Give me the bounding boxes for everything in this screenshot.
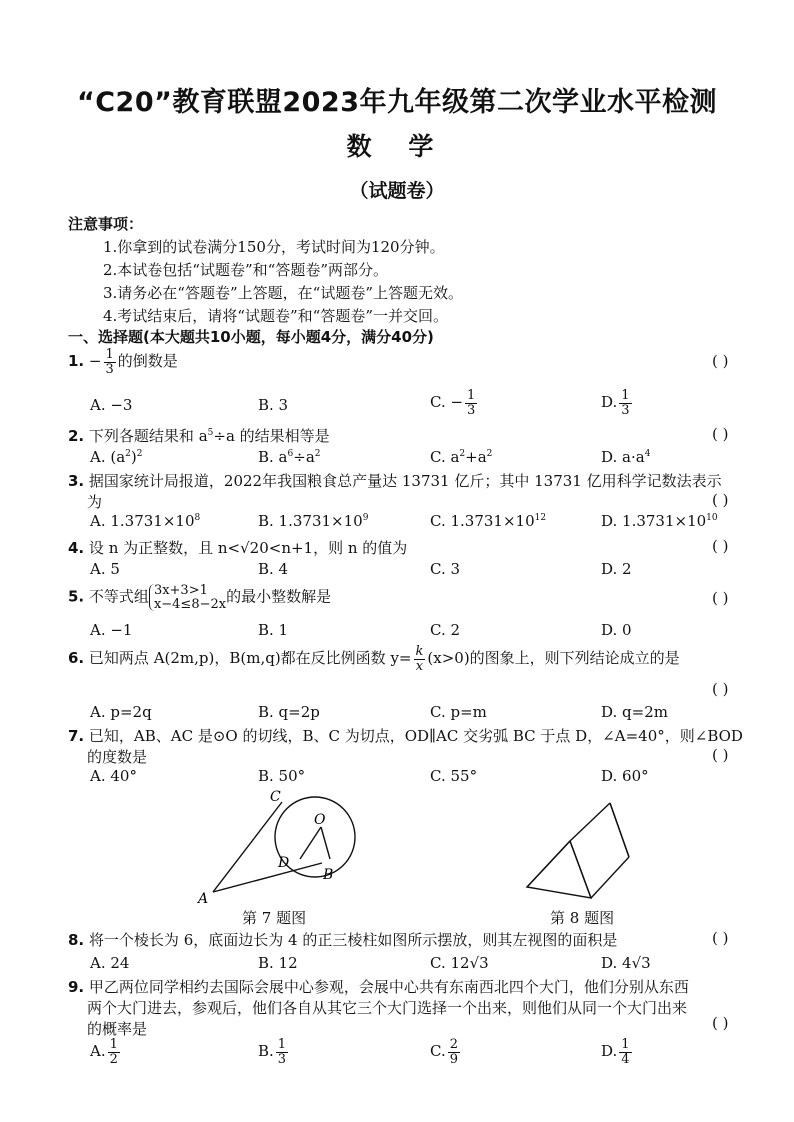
q5-answer-paren: ( ) xyxy=(712,589,729,607)
q8-option-a: A. 24 xyxy=(90,954,130,972)
question-9-line3: 的概率是 xyxy=(87,1020,148,1038)
q2-option-c: C. $a^2+a^2$ xyxy=(430,448,493,466)
q8-option-d: D. 4√3 xyxy=(601,954,651,972)
q5-option-a: A. −1 xyxy=(90,621,133,639)
q8-answer-paren: ( ) xyxy=(712,929,729,947)
figure-7-tangent-circle xyxy=(190,785,370,910)
notice-item-2: 2.本试卷包括“试题卷”和“答题卷”两部分。 xyxy=(103,261,388,279)
q7-option-c: C. 55° xyxy=(430,767,478,785)
q6-option-b: B. q=2p xyxy=(258,703,320,721)
question-5: 5. 不等式组 3x+3>1 x−4≤8−2x 的最小整数解是 xyxy=(68,583,332,612)
q1-option-c: C. − $\frac{1}{3}$ xyxy=(430,388,476,418)
q3-answer-paren: ( ) xyxy=(712,491,729,509)
q9-option-b: B. $\frac{1}{3}$ xyxy=(258,1037,287,1067)
fig7-label-a: A xyxy=(198,891,209,907)
q6-option-d: D. q=2m xyxy=(601,703,668,721)
q3-option-d: D. $1.3731\times 10^{10}$ xyxy=(601,512,718,530)
notice-item-4: 4.考试结束后，请将“试题卷”和“答题卷”一并交回。 xyxy=(103,307,448,325)
q1-fraction: $\frac{1}{3}$ xyxy=(105,347,114,377)
exam-title: “C20”教育联盟2023年九年级第二次学业水平检测 xyxy=(76,87,718,118)
question-6: 6. 已知两点 A(2m,p)，B(m,q)都在反比例函数 y= $\frac{k}{x}$ (x>0)的图象上，则下列结论成立的是 xyxy=(68,644,680,674)
fig7-label-b: B xyxy=(323,867,334,883)
q1-option-a: A. −3 xyxy=(90,396,133,414)
q1-option-b: B. 3 xyxy=(258,396,289,414)
question-9: 9. 甲乙两位同学相约去国际会展中心参观，会展中心共有东南西北四个大门，他们分别从东西 xyxy=(68,978,689,996)
fig7-label-d: D xyxy=(278,855,290,871)
q1-minus: − xyxy=(88,352,102,371)
q9-option-a: A. $\frac{1}{2}$ xyxy=(90,1037,118,1067)
q2-option-a: A. $(a^2)^2$ xyxy=(90,448,143,466)
q1-number: 1. xyxy=(68,352,85,371)
question-9-line2: 两个大门进去，参观后，他们各自从其它三个大门选择一个出来，则他们从同一个大门出来 xyxy=(87,999,688,1017)
question-8: 8. 将一个棱长为 6，底面边长为 4 的正三棱柱如图所示摆放，则其左视图的面积是 xyxy=(68,931,618,949)
q3-option-a: A. $1.3731\times 10^8$ xyxy=(90,512,201,530)
q5-option-d: D. 0 xyxy=(601,621,632,639)
q1-option-d: D. $\frac{1}{3}$ xyxy=(601,388,630,418)
q7-answer-paren: ( ) xyxy=(712,746,729,764)
q8-option-b: B. 12 xyxy=(258,954,298,972)
q7-option-b: B. 50° xyxy=(258,767,306,785)
figure-8-triangular-prism xyxy=(515,795,645,907)
figure-7-caption: 第 7 题图 xyxy=(242,909,307,927)
question-3-line2: 为 xyxy=(87,493,103,511)
q2-answer-paren: ( ) xyxy=(712,425,729,443)
q4-option-d: D. 2 xyxy=(601,560,632,578)
q2-option-d: D. $a\cdot a^4$ xyxy=(601,448,651,466)
q1-text: 的倒数是 xyxy=(117,352,178,371)
q9-option-c: C. $\frac{2}{9}$ xyxy=(430,1037,458,1067)
fig7-label-o: O xyxy=(314,812,326,828)
q9-answer-paren: ( ) xyxy=(712,1014,729,1032)
question-4: 4. 设 n 为正整数，且 n<√20<n+1，则 n 的值为 xyxy=(68,539,408,557)
q4-option-c: C. 3 xyxy=(430,560,461,578)
q3-option-c: C. $1.3731\times 10^{12}$ xyxy=(430,512,547,530)
subject-title: 数 学 xyxy=(346,132,448,161)
q5-option-c: C. 2 xyxy=(430,621,461,639)
section-heading: 一、选择题(本大题共10小题，每小题4分，满分40分) xyxy=(68,328,434,346)
question-2: 2. 下列各题结果和 $a^5\div a$ 的结果相等是 xyxy=(68,427,330,445)
question-7-line2: 的度数是 xyxy=(87,748,148,766)
q5-inequality-system: 3x+3>1 x−4≤8−2x xyxy=(149,584,226,611)
q7-option-a: A. 40° xyxy=(90,767,137,785)
paper-type: （试题卷） xyxy=(349,180,445,202)
q2-option-b: B. $a^6\div a^2$ xyxy=(258,448,321,466)
q7-option-d: D. 60° xyxy=(601,767,649,785)
question-3: 3. 据国家统计局报道，2022年我国粮食总产量达 13731 亿斤；其中 13731 亿用科学记数法表示 xyxy=(68,472,722,490)
q3-option-b: B. $1.3731\times 10^9$ xyxy=(258,512,369,530)
q6-option-c: C. p=m xyxy=(430,703,487,721)
figure-8-caption: 第 8 题图 xyxy=(550,909,615,927)
q6-option-a: A. p=2q xyxy=(90,703,152,721)
q5-option-b: B. 1 xyxy=(258,621,289,639)
question-7: 7. 已知，AB、AC 是⊙O 的切线，B、C 为切点，OD∥AC 交劣弧 BC 于点 D，∠A=40°，则∠BOD xyxy=(68,727,743,745)
notice-item-1: 1.你拿到的试卷满分150分，考试时间为120分钟。 xyxy=(103,238,445,256)
q4-option-a: A. 5 xyxy=(90,560,120,578)
q6-answer-paren: ( ) xyxy=(712,680,729,698)
q8-option-c: C. 12√3 xyxy=(430,954,489,972)
q4-answer-paren: ( ) xyxy=(712,537,729,555)
q1-answer-paren: ( ) xyxy=(712,352,729,370)
q9-option-d: D. $\frac{1}{4}$ xyxy=(601,1037,630,1067)
fig7-label-c: C xyxy=(270,789,281,805)
notice-heading: 注意事项： xyxy=(68,215,144,233)
question-1 xyxy=(68,348,178,376)
notice-item-3: 3.请务必在“答题卷”上答题，在“试题卷”上答题无效。 xyxy=(103,284,463,302)
q4-option-b: B. 4 xyxy=(258,560,289,578)
